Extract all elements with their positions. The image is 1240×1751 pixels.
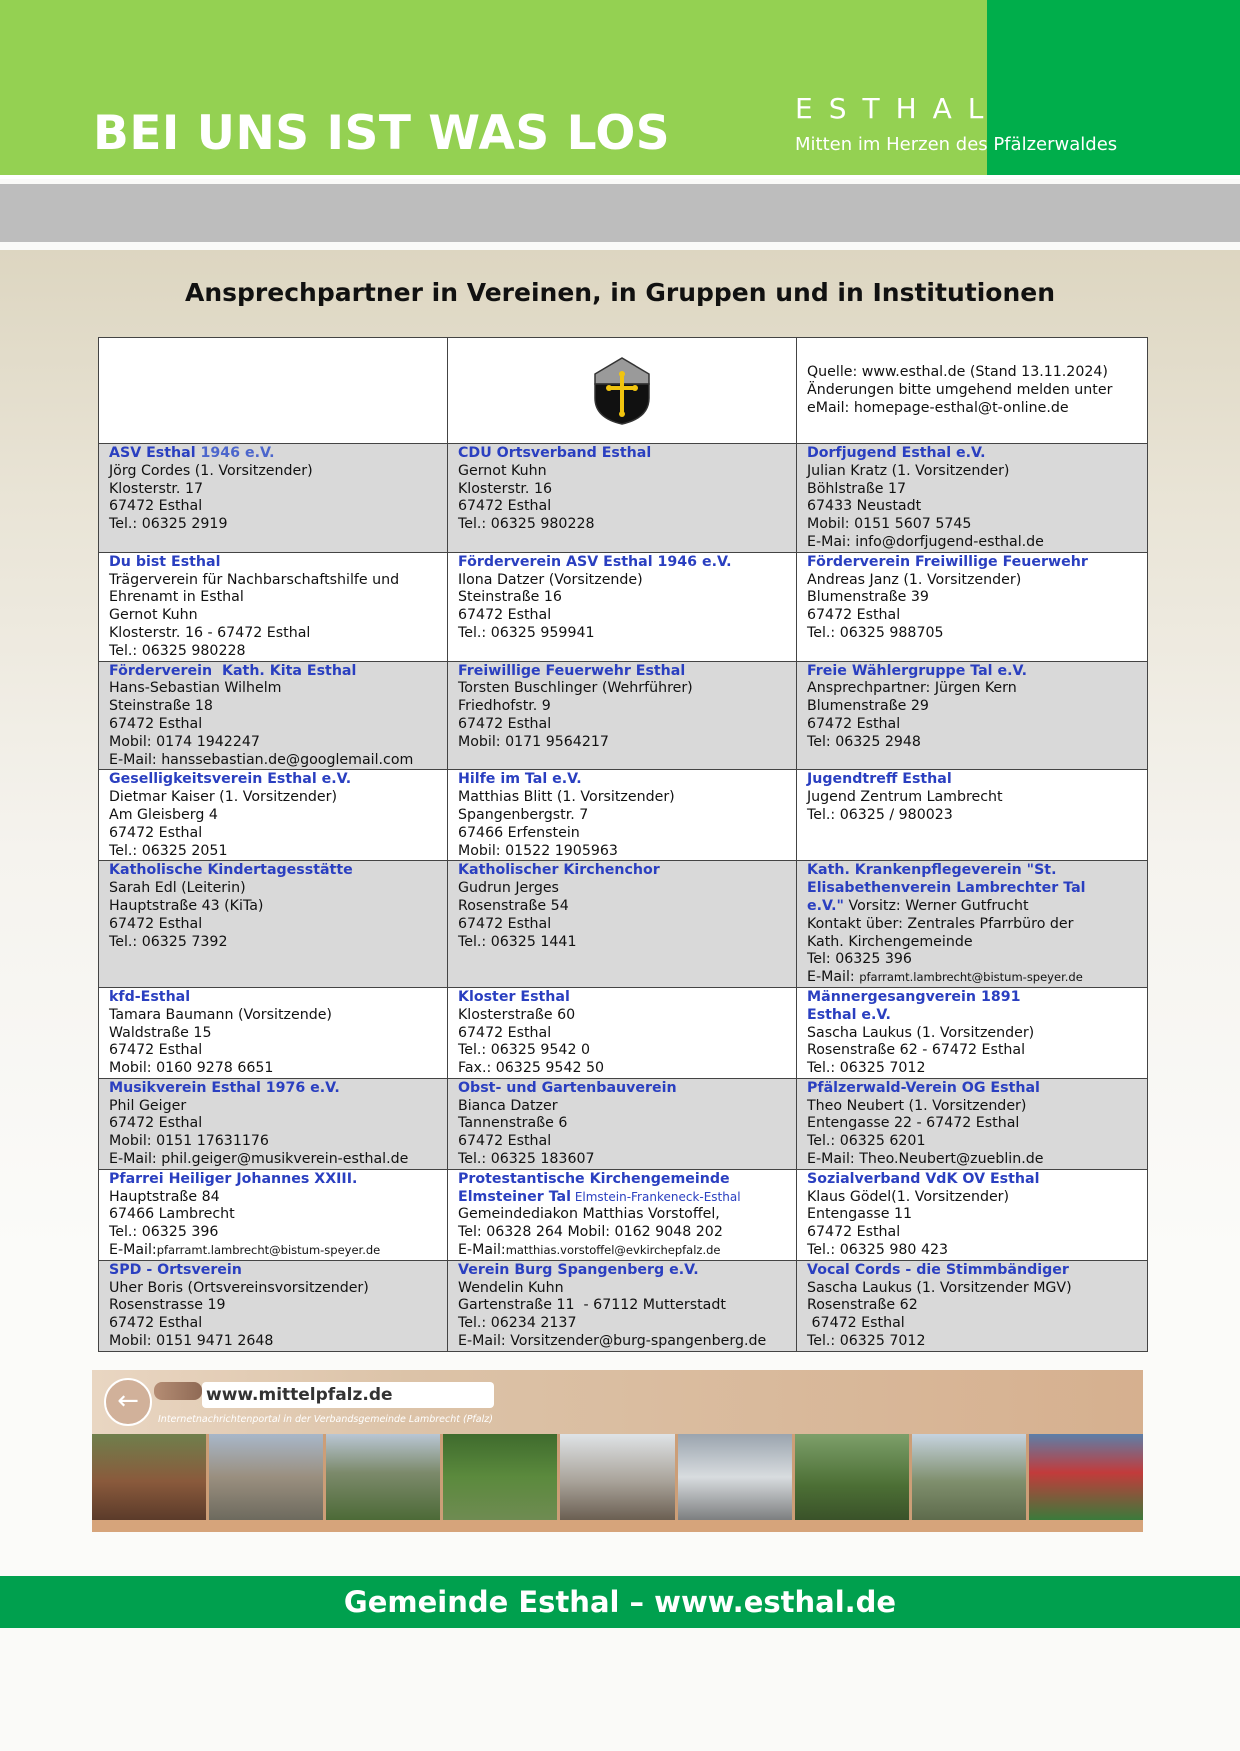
contact-email[interactable]: E-Mail: pfarramt.lambrecht@bistum-speyer.de	[807, 969, 1083, 986]
table-row	[99, 770, 1148, 861]
contact-line: Tannenstraße 6	[458, 1115, 568, 1132]
banner-subtitle: Internetnachrichtenportal in der Verbandsgemeinde Lambrecht (Pfalz)	[158, 1414, 493, 1425]
org-name: Kloster Esthal	[458, 988, 570, 1005]
contact-email[interactable]: E-Mail:pfarramt.lambrecht@bistum-speyer.de	[109, 1242, 381, 1259]
table-row	[99, 661, 1148, 770]
org-name: Obst- und Gartenbauverein	[458, 1079, 677, 1096]
contact-line: Mobil: 01522 1905963	[458, 842, 618, 859]
org-name: Pfälzerwald-Verein OG Esthal	[807, 1079, 1040, 1096]
contact-line: Tel.: 06325 959941	[458, 624, 595, 641]
contact-line: 67472 Esthal	[458, 1024, 552, 1041]
contact-email[interactable]: E-Mail: Theo.Neubert@zueblin.de	[807, 1151, 1044, 1168]
contact-line: Ansprechpartner: Jürgen Kern	[807, 680, 1017, 697]
photo-timber-house	[560, 1434, 674, 1520]
source-line: eMail: homepage-esthal@t-online.de	[807, 399, 1069, 416]
contact-line: Klosterstr. 17	[109, 480, 203, 497]
table-row	[99, 1260, 1148, 1351]
contact-line: Torsten Buschlinger (Wehrführer)	[458, 680, 693, 697]
contact-line: 67466 Lambrecht	[109, 1206, 235, 1223]
contact-line: Jörg Cordes (1. Vorsitzender)	[109, 462, 313, 479]
photo-festival	[92, 1434, 206, 1520]
contact-cell	[797, 444, 1148, 553]
photo-carnival	[1029, 1434, 1143, 1520]
contact-line: Hauptstraße 43 (KiTa)	[109, 897, 264, 914]
contact-line: Tel.: 06325 396	[109, 1224, 219, 1241]
eyes-image	[154, 1382, 202, 1400]
contact-line: Gernot Kuhn	[109, 607, 198, 624]
contact-email[interactable]: E-Mail:matthias.vorstoffel@evkirchepfalz.de	[458, 1242, 721, 1259]
contact-cell	[99, 444, 448, 553]
contact-line: Gartenstraße 11 - 67112 Mutterstadt	[458, 1297, 726, 1314]
contact-line: Tel.: 06325 1441	[458, 933, 577, 950]
contact-line: Klosterstr. 16 - 67472 Esthal	[109, 624, 311, 641]
contact-line: Am Gleisberg 4	[109, 806, 218, 823]
contact-line: Gemeindediakon Matthias Vorstoffel,	[458, 1206, 720, 1223]
contact-cell	[99, 1078, 448, 1169]
org-name: Kath. Krankenpflegeverein "St.	[807, 862, 1057, 879]
contact-line: 67472 Esthal	[458, 1133, 552, 1150]
banner-url[interactable]: www.mittelpfalz.de	[202, 1382, 494, 1408]
contact-line: Rosenstrasse 19	[109, 1297, 226, 1314]
contact-cell	[448, 444, 797, 553]
contact-line: Tel.: 06234 2137	[458, 1315, 577, 1332]
contact-line: Klaus Gödel(1. Vorsitzender)	[807, 1188, 1010, 1205]
contact-line: Mobil: 0151 17631176	[109, 1133, 269, 1150]
org-name: Katholische Kindertagesstätte	[109, 862, 353, 879]
contact-line: 67472 Esthal	[109, 1115, 203, 1132]
org-name: Männergesangverein 1891	[807, 988, 1021, 1005]
contact-line: Tel.: 06325 7012	[807, 1060, 926, 1077]
contact-line: Julian Kratz (1. Vorsitzender)	[807, 462, 1010, 479]
crest-cell	[448, 338, 797, 444]
contact-cell	[797, 661, 1148, 770]
header-divider	[0, 175, 1240, 179]
coat-of-arms-icon	[591, 356, 653, 426]
contact-line: Blumenstraße 29	[807, 698, 929, 715]
contact-cell	[797, 1169, 1148, 1260]
org-name: Musikverein Esthal 1976 e.V.	[109, 1079, 340, 1096]
empty-cell	[99, 338, 448, 444]
source-line: Änderungen bitte umgehend melden unter	[807, 381, 1113, 398]
contact-cell	[797, 552, 1148, 661]
mittelpfalz-banner[interactable]	[92, 1370, 1143, 1532]
contact-email[interactable]: E-Mail: Vorsitzender@burg-spangenberg.de	[458, 1333, 767, 1350]
org-name: Hilfe im Tal e.V.	[458, 771, 582, 788]
contact-cell	[797, 1078, 1148, 1169]
contact-cell	[448, 552, 797, 661]
contacts-table	[98, 337, 1148, 1352]
contact-line: Blumenstraße 39	[807, 589, 929, 606]
contact-cell	[99, 987, 448, 1078]
contact-line: Ilona Datzer (Vorsitzende)	[458, 571, 643, 588]
org-name: Elisabethenverein Lambrechter Tal	[807, 880, 1086, 897]
contact-line: Entengasse 11	[807, 1206, 913, 1223]
contact-line: Trägerverein für Nachbarschaftshilfe und	[109, 571, 400, 588]
header-subtitle: Mitten im Herzen des Pfälzerwaldes	[795, 134, 1118, 155]
photo-winter-village	[678, 1434, 792, 1520]
contact-cell	[99, 861, 448, 988]
contact-line: 67472 Esthal	[458, 607, 552, 624]
contact-line: Tel: 06325 2948	[807, 733, 921, 750]
contact-line: Theo Neubert (1. Vorsitzender)	[807, 1097, 1027, 1114]
table-row	[99, 1078, 1148, 1169]
contact-line: Fax.: 06325 9542 50	[458, 1060, 605, 1077]
contact-cell	[448, 1078, 797, 1169]
page-title: Ansprechpartner in Vereinen, in Gruppen und in Institutionen	[185, 278, 1055, 307]
contact-line: Uher Boris (Ortsvereinsvorsitzender)	[109, 1279, 369, 1296]
contact-line: Gernot Kuhn	[458, 462, 547, 479]
org-name: Freiwillige Feuerwehr Esthal	[458, 662, 686, 679]
arrow-left-icon[interactable]: ←	[104, 1378, 152, 1426]
org-name: CDU Ortsverband Esthal	[458, 445, 652, 461]
contact-line: 67472 Esthal	[458, 915, 552, 932]
contact-line: 67472 Esthal	[109, 915, 203, 932]
org-name: ASV Esthal 1946 e.V.	[109, 445, 275, 461]
org-name: Katholischer Kirchenchor	[458, 862, 660, 879]
photo-castle-view	[912, 1434, 1026, 1520]
contact-line: Sascha Laukus (1. Vorsitzender MGV)	[807, 1279, 1072, 1296]
org-name: Verein Burg Spangenberg e.V.	[458, 1261, 699, 1278]
contact-line: Rosenstraße 62	[807, 1297, 918, 1314]
org-name: Elmsteiner Tal Elmstein-Frankeneck-Esthal	[458, 1188, 741, 1205]
contact-line: Entengasse 22 - 67472 Esthal	[807, 1115, 1020, 1132]
footer: Gemeinde Esthal – www.esthal.de	[0, 1576, 1240, 1628]
contact-cell	[99, 1260, 448, 1351]
photo-lake	[443, 1434, 557, 1520]
contact-line: Matthias Blitt (1. Vorsitzender)	[458, 789, 675, 806]
table-row	[99, 1169, 1148, 1260]
contact-line: Klosterstr. 16	[458, 480, 552, 497]
contact-line: Tel.: 06325 183607	[458, 1151, 595, 1168]
contact-line: Mobil: 0151 5607 5745	[807, 516, 972, 533]
contact-cell	[797, 770, 1148, 861]
contact-line: Mobil: 0160 9278 6651	[109, 1060, 274, 1077]
org-name: Protestantische Kirchengemeinde	[458, 1170, 730, 1187]
table-row	[99, 861, 1148, 988]
contact-line: Tel.: 06325 9542 0	[458, 1042, 591, 1059]
org-name: Förderverein ASV Esthal 1946 e.V.	[458, 553, 732, 570]
contact-line: 67433 Neustadt	[807, 498, 922, 515]
contact-line: Spangenbergstr. 7	[458, 806, 589, 823]
table-row	[99, 552, 1148, 661]
org-name: Jugendtreff Esthal	[807, 771, 952, 788]
contact-line: Kath. Kirchengemeinde	[807, 933, 973, 950]
source-cell	[797, 338, 1148, 444]
org-name: Dorfjugend Esthal e.V.	[807, 445, 986, 461]
contact-cell	[797, 987, 1148, 1078]
contact-cell	[797, 1260, 1148, 1351]
contact-cell	[99, 661, 448, 770]
contact-cell	[448, 661, 797, 770]
org-name: kfd-Esthal	[109, 988, 191, 1005]
contact-line: Tel: 06325 396	[807, 951, 912, 968]
table-row	[99, 444, 1148, 553]
contact-line: Rosenstraße 62 - 67472 Esthal	[807, 1042, 1026, 1059]
contact-line: Mobil: 0171 9564217	[458, 733, 609, 750]
contact-line: Tel.: 06325 2919	[109, 516, 228, 533]
contact-cell	[448, 770, 797, 861]
table-row	[99, 987, 1148, 1078]
contact-line: Tel.: 06325 7392	[109, 933, 228, 950]
contact-line: Wendelin Kuhn	[458, 1279, 564, 1296]
contact-line: Tel.: 06325 980 423	[807, 1242, 949, 1259]
contact-line: Bianca Datzer	[458, 1097, 558, 1114]
contact-line: Jugend Zentrum Lambrecht	[807, 789, 1003, 806]
org-name: Freie Wählergruppe Tal e.V.	[807, 662, 1028, 679]
org-name: Esthal e.V.	[807, 1006, 891, 1023]
contact-line: Phil Geiger	[109, 1097, 187, 1114]
photo-village-church	[326, 1434, 440, 1520]
contact-line: Dietmar Kaiser (1. Vorsitzender)	[109, 789, 338, 806]
photo-forest-valley	[795, 1434, 909, 1520]
contact-line: Sarah Edl (Leiterin)	[109, 880, 246, 897]
contact-line: 67472 Esthal	[109, 824, 203, 841]
contact-line: Ehrenamt in Esthal	[109, 589, 244, 606]
contact-line: Hauptstraße 84	[109, 1188, 220, 1205]
contact-cell	[448, 987, 797, 1078]
photo-strip	[92, 1434, 1143, 1520]
contact-cell	[99, 552, 448, 661]
photo-street	[209, 1434, 323, 1520]
org-name: Vocal Cords - die Stimmbändiger	[807, 1261, 1069, 1278]
contact-cell	[448, 1169, 797, 1260]
contact-line: 67472 Esthal	[807, 715, 901, 732]
contact-line: Böhlstraße 17	[807, 480, 907, 497]
header-gray-band	[0, 184, 1240, 242]
contact-line: Tel.: 06325 6201	[807, 1133, 926, 1150]
header-title: BEI UNS IST WAS LOS	[93, 106, 671, 161]
contact-email[interactable]: E-Mai: info@dorfjugend-esthal.de	[807, 533, 1044, 550]
contact-line: Friedhofstr. 9	[458, 698, 551, 715]
contact-line: 67472 Esthal	[109, 1042, 203, 1059]
org-name: SPD - Ortsverein	[109, 1261, 242, 1278]
contact-cell	[99, 1169, 448, 1260]
contact-email[interactable]: E-Mail: hanssebastian.de@googlemail.com	[109, 751, 414, 768]
header-town: ESTHAL	[795, 92, 1000, 125]
contact-line: 67466 Erfenstein	[458, 824, 580, 841]
banner-bottom-stripe	[92, 1520, 1143, 1532]
contact-line: Kontakt über: Zentrales Pfarrbüro der	[807, 915, 1074, 932]
contact-line: Tel.: 06325 988705	[807, 624, 944, 641]
contact-line: 67472 Esthal	[458, 498, 552, 515]
contact-cell	[448, 1260, 797, 1351]
org-name-vorsitz: e.V." Vorsitz: Werner Gutfrucht	[807, 897, 1029, 914]
contact-line: Mobil: 0151 9471 2648	[109, 1333, 274, 1350]
contact-line: Tel.: 06325 980228	[109, 642, 246, 659]
org-name: Pfarrei Heiliger Johannes XXIII.	[109, 1170, 358, 1187]
org-name: Sozialverband VdK OV Esthal	[807, 1170, 1040, 1187]
contact-cell	[448, 861, 797, 988]
contact-line: Rosenstraße 54	[458, 897, 569, 914]
contact-line: Andreas Janz (1. Vorsitzender)	[807, 571, 1022, 588]
contact-line: Waldstraße 15	[109, 1024, 212, 1041]
contact-line: 67472 Esthal	[807, 1224, 901, 1241]
contact-line: Steinstraße 18	[109, 698, 213, 715]
contact-line: 67472 Esthal	[109, 715, 203, 732]
org-name: Förderverein Kath. Kita Esthal	[109, 662, 357, 679]
contact-line: Hans-Sebastian Wilhelm	[109, 680, 282, 697]
org-name: Geselligkeitsverein Esthal e.V.	[109, 771, 352, 788]
contact-line: Gudrun Jerges	[458, 880, 559, 897]
contact-line: Tel.: 06325 / 980023	[807, 806, 953, 823]
org-name: Förderverein Freiwillige Feuerwehr	[807, 553, 1088, 570]
source-line: Quelle: www.esthal.de (Stand 13.11.2024)	[807, 364, 1108, 380]
contact-line: 67472 Esthal	[458, 715, 552, 732]
contact-email[interactable]: E-Mail: phil.geiger@musikverein-esthal.de	[109, 1151, 409, 1168]
contact-line: Steinstraße 16	[458, 589, 562, 606]
contact-line: Sascha Laukus (1. Vorsitzender)	[807, 1024, 1035, 1041]
contact-line: Tamara Baumann (Vorsitzende)	[109, 1006, 332, 1023]
contact-cell	[99, 770, 448, 861]
contact-line: Klosterstraße 60	[458, 1006, 576, 1023]
contact-line: Tel.: 06325 7012	[807, 1333, 926, 1350]
contact-line: 67472 Esthal	[109, 1315, 203, 1332]
table-header-row	[99, 338, 1148, 444]
contact-line: 67472 Esthal	[109, 498, 203, 515]
contact-line: Tel.: 06325 980228	[458, 516, 595, 533]
org-name: Du bist Esthal	[109, 553, 221, 570]
contact-line: 67472 Esthal	[807, 1315, 905, 1332]
contact-line: Tel: 06328 264 Mobil: 0162 9048 202	[458, 1224, 723, 1241]
contact-line: Mobil: 0174 1942247	[109, 733, 260, 750]
contact-line: Tel.: 06325 2051	[109, 842, 228, 859]
contact-line: 67472 Esthal	[807, 607, 901, 624]
contact-cell	[797, 861, 1148, 988]
